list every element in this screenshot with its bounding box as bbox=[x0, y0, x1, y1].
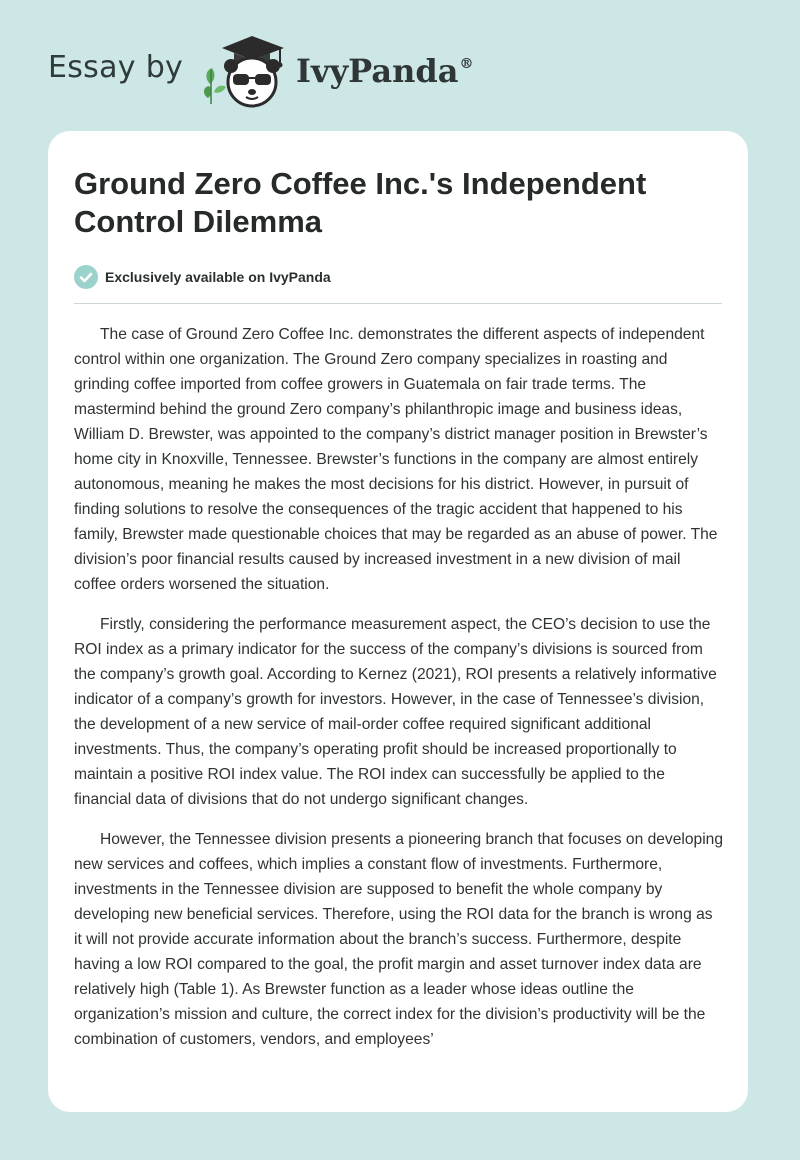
brand-name-text: IvyPanda bbox=[296, 52, 459, 90]
essay-title: Ground Zero Coffee Inc.'s Independent Control Dilemma bbox=[74, 166, 647, 239]
paragraph: However, the Tennessee division presents a pioneering branch that focuses on developing new services and coffees, which implies a constant flow of investments. Furthermore, investments in the Tennessee division are supposed to benefit the whole company by developing new beneficial services. Therefore, using the ROI data for the branch is wrong as it will not provide accurate information about the branch’s success. Furthermore, despite having a low ROI compared to the goal, the profit margin and asset turnover index data are relatively high (Table 1). As Brewster function as a leader whose ideas outline the organization’s mission and culture, the correct index for the division’s productivity will be the combination of customers, vendors, and employees’ bbox=[74, 831, 724, 1048]
essay-card bbox=[48, 131, 748, 1112]
paragraph: Firstly, considering the performance measurement aspect, the CEO’s decision to use the ROI index as a primary indicator for the success of the company’s divisions is sourced from the company’s growth goal. According to Kernez (2021), ROI presents a relatively informative indicator of a company’s growth for investors. However, in the case of Tennessee’s division, the development of a new service of mail-order coffee required significant additional investments. Thus, the company’s operating profit should be increased proportionally to maintain a positive ROI index value. The ROI index can successfully be applied to the financial data of divisions that do not undergo significant changes. bbox=[74, 616, 717, 808]
ivypanda-brand[interactable] bbox=[296, 52, 473, 90]
divider bbox=[74, 303, 722, 304]
exclusive-badge-text: Exclusively available on IvyPanda bbox=[105, 269, 331, 285]
ivypanda-logo-icon[interactable] bbox=[200, 34, 292, 110]
trademark-symbol: ® bbox=[459, 56, 474, 72]
exclusive-badge bbox=[74, 264, 331, 290]
check-icon bbox=[74, 265, 98, 289]
site-header bbox=[0, 0, 800, 130]
essay-by-label: Essay by bbox=[48, 50, 184, 85]
paragraph: The case of Ground Zero Coffee Inc. demonstrates the different aspects of independent control within one organization. The Ground Zero company specializes in roasting and grinding coffee imported from coffee growers in Guatemala on fair trade terms. The mastermind behind the ground Zero company’s philanthropic image and business ideas, William D. Brewster, was appointed to the company’s district manager position in Brewster’s home city in Knoxville, Tennessee. Brewster’s functions in the company are almost entirely autonomous, meaning he makes the most decisions for his district. However, in pursuit of finding solutions to resolve the consequences of the tragic accident that happened to his family, Brewster made questionable choices that may be regarded as an abuse of power. The division’s poor financial results caused by increased investment in a new division of mail coffee orders worsened the situation. bbox=[74, 326, 718, 593]
essay-body bbox=[74, 322, 724, 1067]
